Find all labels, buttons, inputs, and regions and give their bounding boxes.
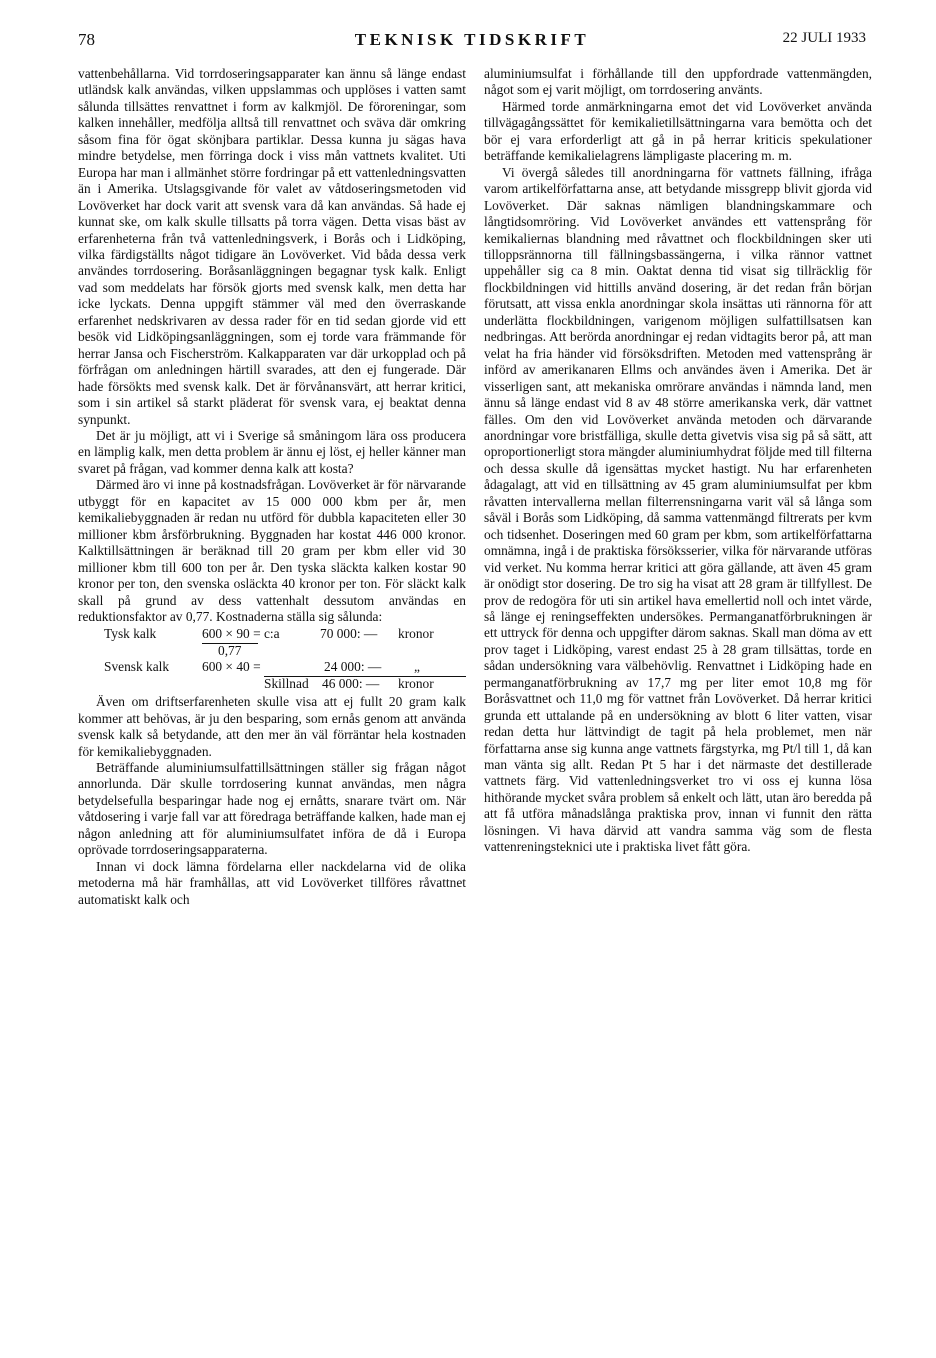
calc-label: Tysk kalk (104, 626, 157, 642)
right-column (484, 66, 872, 856)
paragraph: Härmed torde anmärkningarna emot det vid Lovöverket använda tillvägagångssättet för kemikalietillsättningarna vara bemötta och det bör ej vara erforderligt att gå in på herrar kriticis spekulationer beträffande kemikalielagrens lämpligaste placering m. m. (484, 98, 872, 164)
calc-unit: kronor (398, 626, 434, 642)
calc-row-divisor (78, 643, 466, 659)
page-number: 78 (78, 30, 95, 49)
paragraph: Det är ju möjligt, att vi i Sverige så småningom lära oss producera en lämplig kalk, men detta problem är ännu ej löst, ej heller känner man svaret på frågan, vad kommer denna kalk att kosta? (78, 427, 466, 476)
calc-row-difference (78, 676, 466, 692)
paragraph: vattenbehållarna. Vid torrdoseringsapparater kan ännu så länge endast utländsk kalk användas, vilken uppslammas och upplöses i vatten samt sålunda tillsättes renvattnet i form av kalkmjöl. De föroreningar, som kalken innehåller, medfölja alltså till renvattnet och sväva där omkring såsom fina för ögat skönjbara partiklar. Dessa kunna ju sägas hava mindre betydelse, men förringa dock i viss mån vattnets kvalitet. Uti Europa har man i allmänhet större fordringar på ett vattenledningsvatten än i Amerika. Utslagsgivande för valet av våtdoseringsmetoden vid Lovöverket har dock varit att svensk vara då kan användas. Så hade ej kunnat ske, om kalk skulle tillsatts på torra vägen. Detta visas bäst av erfarenheterna från två vattenledningsverk, i Borås och i Lidköping, vilka färdigställts något tidigare än Lovöverket. Vid båda dessa verk användes torrdosering. Boråsanläggningen begagnar tysk kalk. Enligt vad som meddelats har försök gjorts med svensk kalk, men detta har icke lyckats. Denna uppgift stämmer väl med den överraskande erfarenhet nedskrivaren av dessa rader för en tid sedan gjorde vid ett besök vid Lidköpingsanläggningen, som ej torde vara främmande för herrar Jansa och Fischerström. Kalkapparaten var där urkopplad och på förfrågan om anledningen härtill svarades, att den ej fungerade. Där hade försökts med svensk kalk. Det är förvånansvärt, att herrar kritici, som i sin artikel så starkt pläderat för svensk vara, ej beaktat denna synpunkt. (78, 66, 466, 427)
left-column (78, 66, 466, 908)
calc-unit: „ (414, 659, 420, 675)
page-header (78, 30, 866, 54)
cost-calculation (78, 626, 466, 692)
calc-row-german-lime (78, 626, 466, 642)
calc-unit: kronor (398, 675, 434, 691)
journal-title: TEKNISK TIDSKRIFT (354, 30, 590, 49)
calc-label: Skillnad (264, 675, 309, 691)
calc-value: 24 000: — (324, 659, 382, 675)
calc-value: 70 000: — (320, 626, 378, 642)
paragraph: Även om driftserfarenheten skulle visa att ej fullt 20 gram kalk kommer att behövas, är ju den besparing, som ernås genom att använda svensk kalk så betydande, att den mer än väl förräntar hela kostnaden för kemikaliebyggnaden. (78, 694, 466, 759)
paragraph: Därmed äro vi inne på kostnadsfrågan. Lovöverket är för närvarande utbyggt för en kapacitet av 15 000 000 kbm per år, men kemikaliebyggnaden är redan nu utförd för dubbla kapaciteten eller 30 millioner kbm årsförbrukning. Byggnaden har kostat 446 000 kronor. Kalktillsättningen är beräknad till 20 gram per kbm eller vid 30 millioner kbm till 600 ton per år. Den tyska släckta kalken kostar 90 kronor per ton, den svenska osläckta 40 kronor per ton. För släckt kalk skall på grund av dess vattenhalt dessutom användas en reduktionsfaktor av 0,77. Kostnaderna ställa sig sålunda: (78, 477, 466, 624)
issue-date: 22 JULI 1933 (782, 30, 866, 46)
paragraph: Vi övergå således till anordningarna för vattnets fällning, ifråga varom artikelförfattarna anse, att betydande missgrepp blivit gjorda vid Lovöverket. Där saknas nämligen blandningskammare och långtidsomröring. Vid Lovöverket användes ett vattensprång för kemikaliernas blandning med råvattnet och flockbildningen sker uti tilloppsrännorna till fällningsbassängerna, i vilka rännor vattnet uppehåller sig ca 8 min. Oaktat denna tid visat sig tillräcklig för flockbildningen vid hittills använd dosering, är det redan från början förutsatt, att vissa enkla anordningar skola insättas uti rännorna för att underlätta flockbildningen, varigenom möjligen sulfattillsatsen kan nedbringas. Att berörda anordningar ej redan vidtagits beror på, att man velat ha fria händer vid försöksdriften. Metoden med vattensprång är införd av amerikanaren Ellms och användes även i Amerika. Det är visserligen sant, att mekaniska omrörare användas i nämnda land, men ännu så länge endast vid 8 av 48 större amerikanska verk, där vattnet fälles. Om den vid Lovöverket använda metoden och därvarande anordningar vore bristfälliga, skulle detta givetvis visa sig på så sätt, att oproportionerligt stora mängder aluminiumhydrat följde med till filterna och dessa skulle då igensättas mycket hastigt. Nu har erfarenheten ådagalagt, att vid en tillsättning av 45 gram aluminiumsulfat per kbm råvatten intervallerna mellan filterrensningarna varit väl så långa som såväl i Borås som Lidköping, då samma vattenmängd filtrerats per kvm och tidsenhet. Doseringen med 60 gram per kbm, som artikelförfattarna omnämna, ingå i de praktiska försöksserier, vilka för närvarande utföras vid verket. Nu komma herrar kritici att göra gällande, att även 45 gram är onödigt stor dosering. De tro sig ha visat att 28 gram är tillfyllest. De prov de redogöra för uti sin artikel hava emellertid noll och intet värde, så länge ej reningseffekten undersökes. Permanganatförbrukningen är ett uttryck för denna och uppgifter därom saknas. Skall man döma av ett prov taget i Lidköping, varest endast 25 à 28 gram tillsättas, torde en sådan undersökning vara välbehövlig. Renvattnet i Lidköping hade en permanganatförbrukning av 17,7 mg per liter emot 10,8 mg för Boråsvattnet och 11,0 mg för vattnet från Lovöverket. Då herrar kritici grunda ett uttalande på en undersökning av blott 6 liter vatten, visar redan detta hur lättvindigt de tagit på hela problemet, men när författarna anse sig kunna ange vattnets färgstyrka, mg Pt/l till 1, då kan man vänta sig allt. Redan Pt 5 har i det närmaste det destillerade vattnets färg. Vid vattenledningsverket tro vi oss ej kunna lösa hithörande mycket svåra problem så enkelt och lätt, utan äro beredda på att få utföra månadslånga praktiska prov, innan vi funnit den rätta lösningen. Vi hava därvid att vandra samma väg som de flesta vattenreningsteknici ute i praktiska livet fått göra. (484, 164, 872, 855)
calc-expression: 600 × 40 = (202, 659, 261, 675)
paragraph: Innan vi dock lämna fördelarna eller nackdelarna vid de olika metoderna må här framhållas, att vid Lovöverket tillföres råvattnet automatiskt kalk och (78, 858, 466, 907)
calc-expression: 600 × 90 = c:a (202, 626, 280, 642)
calc-value: 46 000: — (322, 675, 380, 691)
calc-row-swedish-lime (78, 659, 466, 675)
paragraph: Beträffande aluminiumsulfattillsättningen ställer sig frågan något annorlunda. Där skulle torrdosering kunnat användas, men några betydelsefulla besparingar hade nog ej ernåtts, snarare tvärt om. När våtdosering i varje fall var att föredraga beträffande kalken, hade man ej någon anledning att för aluminiumsulfatet införa de då i Europa oprövade torrdoseringsapparaterna. (78, 759, 466, 858)
calc-label: Svensk kalk (104, 659, 170, 675)
calc-divisor: 0,77 (218, 642, 242, 658)
paragraph: aluminiumsulfat i förhållande till den uppfordrade vattenmängden, något som ej varit möjligt, om torrdosering använts. (484, 66, 872, 98)
